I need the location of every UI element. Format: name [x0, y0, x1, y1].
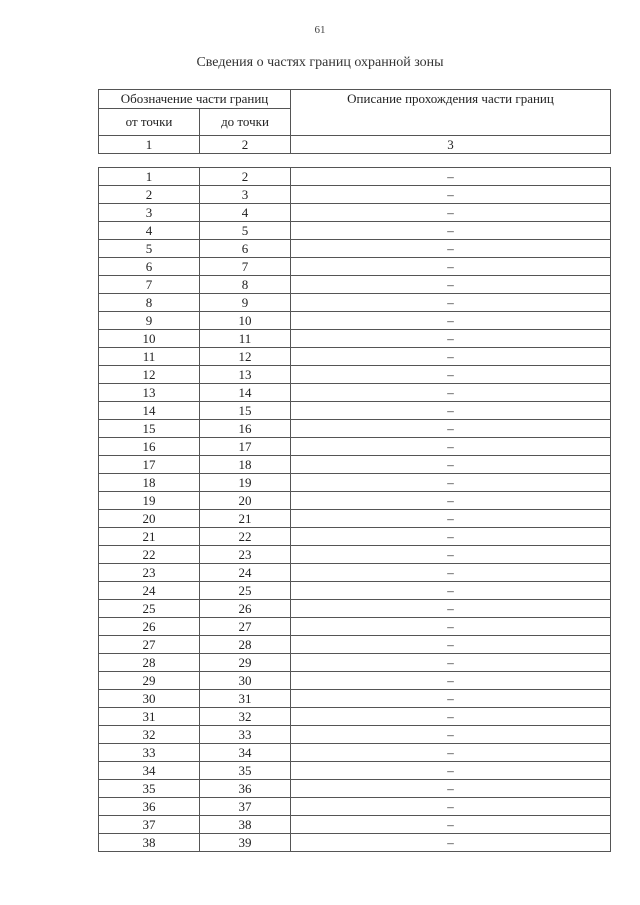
description-cell: – [291, 276, 611, 294]
from-point-cell: 3 [99, 204, 200, 222]
from-point-cell: 16 [99, 438, 200, 456]
description-cell: – [291, 618, 611, 636]
description-cell: – [291, 204, 611, 222]
to-point-cell: 2 [200, 168, 291, 186]
to-point-cell: 7 [200, 258, 291, 276]
from-point-cell: 38 [99, 834, 200, 852]
to-point-cell: 35 [200, 762, 291, 780]
to-point-cell: 15 [200, 402, 291, 420]
to-point-cell: 31 [200, 690, 291, 708]
from-point-cell: 13 [99, 384, 200, 402]
from-point-cell: 29 [99, 672, 200, 690]
description-cell: – [291, 636, 611, 654]
table-row [99, 384, 611, 402]
description-cell: – [291, 672, 611, 690]
table-row [99, 726, 611, 744]
table-row [99, 258, 611, 276]
table-row [99, 312, 611, 330]
column-number: 1 [99, 136, 200, 154]
from-point-cell: 11 [99, 348, 200, 366]
table-row [99, 744, 611, 762]
table-row [99, 186, 611, 204]
description-cell: – [291, 366, 611, 384]
to-point-cell: 11 [200, 330, 291, 348]
table-row [99, 690, 611, 708]
from-point-cell: 17 [99, 456, 200, 474]
to-point-header: до точки [200, 109, 291, 136]
table-row [99, 762, 611, 780]
from-point-cell: 34 [99, 762, 200, 780]
group-header: Обозначение части границ [99, 90, 291, 109]
from-point-cell: 30 [99, 690, 200, 708]
table-row [99, 834, 611, 852]
description-cell: – [291, 456, 611, 474]
from-point-cell: 12 [99, 366, 200, 384]
from-point-cell: 18 [99, 474, 200, 492]
from-point-cell: 6 [99, 258, 200, 276]
description-cell: – [291, 582, 611, 600]
spacer-row [99, 154, 611, 168]
to-point-cell: 34 [200, 744, 291, 762]
table-row [99, 168, 611, 186]
to-point-cell: 20 [200, 492, 291, 510]
description-cell: – [291, 168, 611, 186]
table-row [99, 474, 611, 492]
table-row [99, 402, 611, 420]
table-row [99, 798, 611, 816]
description-cell: – [291, 690, 611, 708]
from-point-cell: 22 [99, 546, 200, 564]
boundary-parts-table [98, 89, 611, 852]
from-point-cell: 23 [99, 564, 200, 582]
to-point-cell: 29 [200, 654, 291, 672]
spacer-cell [291, 154, 611, 168]
description-cell: – [291, 312, 611, 330]
to-point-cell: 5 [200, 222, 291, 240]
description-cell: – [291, 798, 611, 816]
description-cell: – [291, 348, 611, 366]
description-cell: – [291, 546, 611, 564]
description-cell: – [291, 402, 611, 420]
to-point-cell: 8 [200, 276, 291, 294]
to-point-cell: 17 [200, 438, 291, 456]
from-point-cell: 35 [99, 780, 200, 798]
from-point-cell: 5 [99, 240, 200, 258]
table-row [99, 222, 611, 240]
table-body [99, 90, 611, 852]
from-point-cell: 21 [99, 528, 200, 546]
from-point-cell: 31 [99, 708, 200, 726]
to-point-cell: 14 [200, 384, 291, 402]
description-cell: – [291, 816, 611, 834]
table-row [99, 456, 611, 474]
page-number: 61 [314, 24, 326, 36]
to-point-cell: 30 [200, 672, 291, 690]
page-title: Сведения о частях границ охранной зоны [196, 55, 444, 70]
table-row [99, 564, 611, 582]
from-point-cell: 26 [99, 618, 200, 636]
description-cell: – [291, 834, 611, 852]
table-row [99, 672, 611, 690]
spacer-cell [200, 154, 291, 168]
from-point-cell: 37 [99, 816, 200, 834]
table-row [99, 420, 611, 438]
to-point-cell: 6 [200, 240, 291, 258]
description-cell: – [291, 492, 611, 510]
table-row [99, 276, 611, 294]
to-point-cell: 37 [200, 798, 291, 816]
table-row [99, 492, 611, 510]
description-cell: – [291, 240, 611, 258]
from-point-cell: 24 [99, 582, 200, 600]
from-point-cell: 32 [99, 726, 200, 744]
description-cell: – [291, 564, 611, 582]
from-point-cell: 1 [99, 168, 200, 186]
table-row [99, 618, 611, 636]
from-point-cell: 33 [99, 744, 200, 762]
description-cell: – [291, 762, 611, 780]
description-cell: – [291, 600, 611, 618]
to-point-cell: 39 [200, 834, 291, 852]
from-point-cell: 9 [99, 312, 200, 330]
to-point-cell: 16 [200, 420, 291, 438]
from-point-cell: 36 [99, 798, 200, 816]
table-row [99, 510, 611, 528]
to-point-cell: 24 [200, 564, 291, 582]
table-row [99, 240, 611, 258]
table-row [99, 600, 611, 618]
from-point-cell: 10 [99, 330, 200, 348]
to-point-cell: 26 [200, 600, 291, 618]
column-number: 2 [200, 136, 291, 154]
to-point-cell: 9 [200, 294, 291, 312]
description-cell: – [291, 654, 611, 672]
to-point-cell: 32 [200, 708, 291, 726]
table-row [99, 816, 611, 834]
to-point-cell: 21 [200, 510, 291, 528]
header-row-group [99, 90, 611, 109]
from-point-cell: 25 [99, 600, 200, 618]
from-point-cell: 4 [99, 222, 200, 240]
table-row [99, 528, 611, 546]
from-point-header: от точки [99, 109, 200, 136]
from-point-cell: 8 [99, 294, 200, 312]
table-row [99, 708, 611, 726]
to-point-cell: 25 [200, 582, 291, 600]
description-cell: – [291, 258, 611, 276]
to-point-cell: 3 [200, 186, 291, 204]
table-row [99, 204, 611, 222]
to-point-cell: 33 [200, 726, 291, 744]
to-point-cell: 10 [200, 312, 291, 330]
description-cell: – [291, 384, 611, 402]
description-cell: – [291, 474, 611, 492]
table-row [99, 348, 611, 366]
from-point-cell: 27 [99, 636, 200, 654]
to-point-cell: 28 [200, 636, 291, 654]
to-point-cell: 38 [200, 816, 291, 834]
from-point-cell: 19 [99, 492, 200, 510]
to-point-cell: 18 [200, 456, 291, 474]
to-point-cell: 12 [200, 348, 291, 366]
description-cell: – [291, 420, 611, 438]
description-cell: – [291, 528, 611, 546]
table-row [99, 438, 611, 456]
from-point-cell: 28 [99, 654, 200, 672]
description-cell: – [291, 708, 611, 726]
to-point-cell: 13 [200, 366, 291, 384]
description-cell: – [291, 510, 611, 528]
to-point-cell: 23 [200, 546, 291, 564]
to-point-cell: 22 [200, 528, 291, 546]
description-cell: – [291, 186, 611, 204]
description-cell: – [291, 222, 611, 240]
description-cell: – [291, 726, 611, 744]
description-cell: – [291, 744, 611, 762]
table-row [99, 330, 611, 348]
column-number: 3 [291, 136, 611, 154]
from-point-cell: 7 [99, 276, 200, 294]
table-row [99, 294, 611, 312]
table-row [99, 582, 611, 600]
description-header: Описание прохождения части границ [291, 90, 611, 136]
description-cell: – [291, 780, 611, 798]
from-point-cell: 2 [99, 186, 200, 204]
to-point-cell: 19 [200, 474, 291, 492]
column-number-row [99, 136, 611, 154]
description-cell: – [291, 294, 611, 312]
from-point-cell: 20 [99, 510, 200, 528]
description-cell: – [291, 438, 611, 456]
to-point-cell: 36 [200, 780, 291, 798]
spacer-cell [99, 154, 200, 168]
to-point-cell: 4 [200, 204, 291, 222]
table-row [99, 636, 611, 654]
table-row [99, 780, 611, 798]
table-row [99, 546, 611, 564]
from-point-cell: 15 [99, 420, 200, 438]
table-row [99, 654, 611, 672]
from-point-cell: 14 [99, 402, 200, 420]
description-cell: – [291, 330, 611, 348]
table-row [99, 366, 611, 384]
to-point-cell: 27 [200, 618, 291, 636]
